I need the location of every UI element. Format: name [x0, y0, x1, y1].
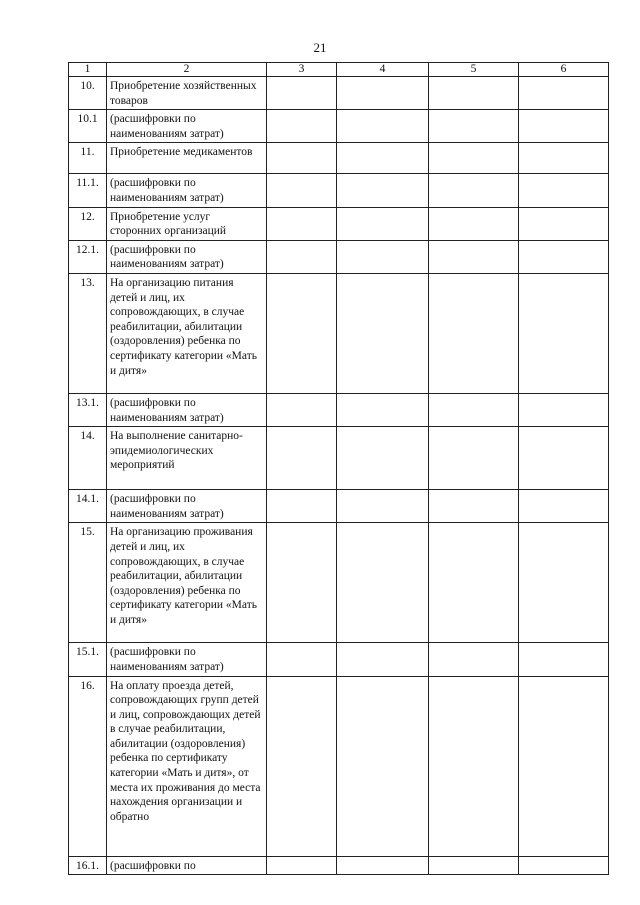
row-name: (расшифровки по наименованиям затрат)	[107, 643, 267, 676]
table-row	[69, 174, 609, 207]
table-row	[69, 143, 609, 174]
table-cell	[519, 77, 609, 110]
row-name: На организацию проживания детей и лиц, их сопровождающих, в случае реабилитации, абилитации (оздоровления) ребенка по сертификату категории «Мать и дитя»	[107, 523, 267, 643]
table-cell	[519, 143, 609, 174]
row-number: 10.1	[69, 110, 107, 143]
table-cell	[337, 490, 429, 523]
table-cell	[429, 174, 519, 207]
cost-table	[68, 62, 609, 875]
table-cell	[519, 427, 609, 490]
row-number: 15.1.	[69, 643, 107, 676]
table-cell	[519, 240, 609, 273]
table-cell	[519, 110, 609, 143]
table-cell	[429, 273, 519, 393]
table-cell	[267, 676, 337, 856]
table-cell	[337, 643, 429, 676]
column-header: 3	[267, 63, 337, 77]
table-cell	[519, 856, 609, 875]
row-number: 10.	[69, 77, 107, 110]
table-cell	[429, 523, 519, 643]
row-name: (расшифровки по наименованиям затрат)	[107, 490, 267, 523]
row-name: (расшифровки по наименованиям затрат)	[107, 110, 267, 143]
table-row	[69, 676, 609, 856]
row-name: На оплату проезда детей, сопровождающих групп детей и лиц, сопровождающих детей в случае реабилитации, абилитации (оздоровления) ребенка по сертификату категории «Мать и дитя», от места их проживания до места нахождения организации и обратно	[107, 676, 267, 856]
table-cell	[337, 427, 429, 490]
column-header: 6	[519, 63, 609, 77]
column-header: 2	[107, 63, 267, 77]
table-cell	[267, 393, 337, 426]
table-cell	[519, 393, 609, 426]
table-cell	[519, 523, 609, 643]
row-number: 16.	[69, 676, 107, 856]
table-cell	[429, 110, 519, 143]
table-cell	[429, 490, 519, 523]
table-cell	[337, 143, 429, 174]
row-number: 13.	[69, 273, 107, 393]
table-cell	[337, 676, 429, 856]
table-row	[69, 207, 609, 240]
table-row	[69, 393, 609, 426]
table-cell	[519, 207, 609, 240]
row-name: На организацию питания детей и лиц, их сопровождающих, в случае реабилитации, абилитации (оздоровления) ребенка по сертификату категории «Мать и дитя»	[107, 273, 267, 393]
table-row	[69, 856, 609, 875]
table-cell	[519, 490, 609, 523]
table-cell	[519, 676, 609, 856]
table-cell	[337, 273, 429, 393]
column-header: 4	[337, 63, 429, 77]
table-row	[69, 273, 609, 393]
table-cell	[337, 77, 429, 110]
row-number: 14.	[69, 427, 107, 490]
table-cell	[267, 856, 337, 875]
table-cell	[337, 174, 429, 207]
table-cell	[267, 110, 337, 143]
row-name: На выполнение санитарно-эпидемиологических мероприятий	[107, 427, 267, 490]
row-name: Приобретение медикаментов	[107, 143, 267, 174]
table-cell	[267, 273, 337, 393]
row-name: (расшифровки по	[107, 856, 267, 875]
table-cell	[429, 427, 519, 490]
page-number: 21	[313, 40, 327, 55]
table-cell	[429, 143, 519, 174]
row-number: 16.1.	[69, 856, 107, 875]
table-cell	[429, 676, 519, 856]
table-cell	[337, 240, 429, 273]
column-header: 1	[69, 63, 107, 77]
row-number: 14.1.	[69, 490, 107, 523]
table-cell	[429, 393, 519, 426]
table-cell	[519, 273, 609, 393]
table-cell	[429, 77, 519, 110]
table-cell	[267, 77, 337, 110]
table-cell	[337, 523, 429, 643]
row-number: 11.	[69, 143, 107, 174]
table-cell	[519, 174, 609, 207]
table-row	[69, 523, 609, 643]
column-header: 5	[429, 63, 519, 77]
table-cell	[267, 490, 337, 523]
row-number: 13.1.	[69, 393, 107, 426]
table-cell	[337, 110, 429, 143]
row-name: Приобретение услуг сторонних организаций	[107, 207, 267, 240]
table-cell	[267, 207, 337, 240]
table-row	[69, 427, 609, 490]
table-row	[69, 240, 609, 273]
table-cell	[337, 856, 429, 875]
row-name: Приобретение хозяйственных товаров	[107, 77, 267, 110]
table-cell	[429, 207, 519, 240]
row-number: 15.	[69, 523, 107, 643]
table-cell	[267, 174, 337, 207]
table-cell	[267, 240, 337, 273]
table-row	[69, 490, 609, 523]
row-number: 12.	[69, 207, 107, 240]
table-cell	[337, 393, 429, 426]
table-row	[69, 77, 609, 110]
row-name: (расшифровки по наименованиям затрат)	[107, 240, 267, 273]
table-cell	[267, 523, 337, 643]
row-number: 12.1.	[69, 240, 107, 273]
table-cell	[267, 643, 337, 676]
table-header-row	[69, 63, 609, 77]
row-name: (расшифровки по наименованиям затрат)	[107, 393, 267, 426]
table-cell	[267, 143, 337, 174]
table-row	[69, 643, 609, 676]
table-cell	[267, 427, 337, 490]
table-cell	[429, 856, 519, 875]
row-name: (расшифровки по наименованиям затрат)	[107, 174, 267, 207]
table-cell	[519, 643, 609, 676]
row-number: 11.1.	[69, 174, 107, 207]
table-cell	[337, 207, 429, 240]
table-row	[69, 110, 609, 143]
table-cell	[429, 643, 519, 676]
table-cell	[429, 240, 519, 273]
